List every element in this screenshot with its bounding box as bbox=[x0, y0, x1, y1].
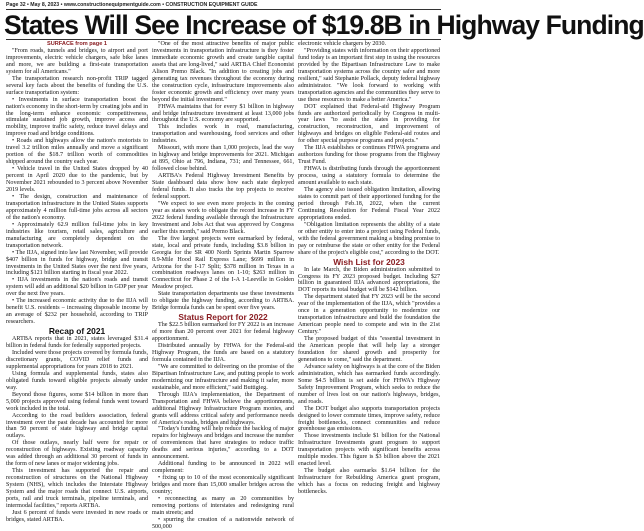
paragraph: • The increased economic activity due to the IIJA will benefit U.S. residents – increasing disposable income by an average of $232 per household, according to TRIP researchers. bbox=[6, 298, 148, 326]
paragraph: The $22.5 billion earmarked for FY 2022 is an increase of more than 20 percent over 2021 for federal highway apportionment. bbox=[152, 322, 294, 343]
paragraph: FHWA maintains that for every $1 billion in highway and bridge infrastructure investment at least 13,000 jobs throughout the U.S. economy are supported. bbox=[152, 103, 294, 124]
paragraph: "One of the most attractive benefits of major public investments in transportation infrastructure is they foster immediate economic growth and create tangible capital assets that are long-lived," said ARTBA Chief Economist Alison Premo Black. "In addition to creating jobs and generating tax revenues throughout the economy during the construction cycle, infrastructure improvements also foster economic growth and efficiency over many years beyond the initial investment." bbox=[152, 41, 294, 103]
paragraph: This includes work in road, manufacturing, transportation and warehousing, food services and other industries. bbox=[152, 124, 294, 145]
paragraph: • Approximately 62.9 million full-time jobs in key industries like tourism, retail sales, agriculture and manufacturing are completely dependent on the transportation network. bbox=[6, 221, 148, 249]
headline-rule bbox=[6, 39, 441, 40]
paragraph: "We expect to see even more projects in the coming year as states work to obligate the record increase in FY 2022 federal funding available through the Infrastructure Investment and Jobs Act that was approved by Congress earlier this month," said Premo Black. bbox=[152, 200, 294, 235]
paragraph: The budget also earmarks $1.64 billion for the Infrastructure for Rebuilding America grant program, which has a focus on reducing freight and highway bottlenecks. bbox=[298, 468, 440, 496]
paragraph: • Roads and highways allow the nation's motorists to travel 3.2 trillion miles annually and move a significant portion of the $18.7 trillion worth of commodities shipped around the country each year. bbox=[6, 138, 148, 166]
col2-body bbox=[152, 41, 294, 312]
col3-body bbox=[298, 41, 440, 257]
paragraph: FHWA is distributing funds through the apportionment process, using a statutory formula to determine the amount available to each state. bbox=[298, 166, 440, 187]
paragraph: • reconnecting as many as 20 communities by removing portions of interstates and redesigning rural main streets; and bbox=[152, 496, 294, 516]
paragraph: "Today's funding will help reduce the backlog of major repairs for highways and bridges and increase the number of conveniences that have strategies to reduce traffic deaths and serious injuries," according to a DOT announcement. bbox=[152, 426, 294, 461]
paragraph: "From roads, tunnels and bridges, to airport and port improvements, electric vehicle chargers, safe bike lanes and more, we are building a first-rate transportation system for all Americans." bbox=[6, 47, 148, 75]
article-headline: States Will See Increase of $19.8B in Highway Funding bbox=[4, 10, 644, 40]
paragraph: Using formula and supplemental funds, states also obligated funds toward eligible projects already under way. bbox=[6, 370, 148, 391]
paragraph: State transportation departments use these investments to obligate the highway funding, according to ARTBA. Bridge formula funds can be spent over five years. bbox=[152, 291, 294, 312]
paragraph: Distributed annually by FHWA for the Federal-aid Highway Program, the funds are based on a statutory formula contained in the IIJA. bbox=[152, 343, 294, 363]
col2-body-2 bbox=[152, 322, 294, 531]
paragraph: Those investments include $1 billion for the National Infrastructure Investments grant program to support transportation projects with significant benefits across multiple modes. This figure is $3 billion above the 2021 enacted level. bbox=[298, 433, 440, 468]
column-3 bbox=[298, 41, 440, 496]
subhead-recap-2021: Recap of 2021 bbox=[48, 326, 106, 337]
paragraph: Missouri, with more than 1,000 projects, lead the way in highway and bridge improvements for 2021. Michigan at 895, Ohio at 796, Indiana, 731; and Tennessee, 661, followed close behind. bbox=[152, 145, 294, 173]
paragraph: ARTBA's Federal Highway Investment Benefits by State dashboard data show how each state deployed federal funds. It also tracks the top projects to receive federal support. bbox=[152, 173, 294, 200]
paragraph: Beyond those figures, some $14 billion in more than 5,000 projects approved using federal funds went toward work included in the total. bbox=[6, 391, 148, 412]
subhead-wish-list-2023: Wish List for 2023 bbox=[333, 256, 405, 267]
paragraph: Included were those projects covered by formula funds, discretionary grants, COVID relief funds and supplemental appropriations for years 2018 to 2021. bbox=[6, 349, 148, 370]
paragraph: • The design, construction and maintenance of transportation infrastructure in the United States supports approximately 4 million full-time jobs across all sectors of the nation's economy. bbox=[6, 193, 148, 221]
paragraph: • Vehicle travel in the United States dropped by 40 percent in April 2020 due to the pandemic, but by November 2021 rebounded to 3 percent above November 2019 levels. bbox=[6, 166, 148, 194]
paragraph: "Obligation limitation represents the ability of a state or other entity to enter into a project using Federal funds, with the federal government making a binding promise to pay or reimburse the state or other entity for the Federal share of the project's eligible cost," according to the DOT. bbox=[298, 221, 440, 256]
paragraph: • fixing up to 10 of the most economically significant bridges and more than 15,000 smaller bridges across the country; bbox=[152, 475, 294, 496]
paragraph: In late March, the Biden administration submitted to Congress its FY 2023 proposed budget. Including $27 billion in guaranteed IIJA advanced appropriations, the DOT reports its total budget will be $142 billion. bbox=[298, 266, 440, 294]
paragraph: • The IIJA, signed into law last November, will provide $407 billion in funds for highway, bridge and transit investments in the United States over the next five years, including $121 billion starting in fiscal year 2022. bbox=[6, 249, 148, 277]
paragraph: The proposed budget of this "essential investment in the American people that will help lay a stronger foundation for shared growth and prosperity for generations to come," said the department. bbox=[298, 336, 440, 363]
paragraph: The transportation research non-profit TRIP tagged several key facts about the benefits of funding the U.S. surface transportation system: bbox=[6, 75, 148, 96]
page-header: Page 32 • May 8, 2023 • www.constructionequipmentguide.com • CONSTRUCTION EQUIPMENT GUIDE bbox=[6, 2, 258, 8]
paragraph: "Providing states with information on their apportioned fund today is an important first step in using the resources provided by the Bipartisan Infrastructure Law to make transportation systems across the country safer and more resilient," said Stephanie Pollack, deputy federal highway administrator. "We look forward to working with transportation agencies and the communities they serve to use these resources to make a better America." bbox=[298, 47, 440, 103]
paragraph: • IIJA investments in the nation's roads and transit system will add an additional $20 billion in GDP per year over the next five years. bbox=[6, 277, 148, 298]
paragraph: DOT explained that Federal-aid Highway Program funds are authorized periodically by Congress in multi-year laws "to assist the states in providing for construction, reconstruction, and improvement of highways and bridges on eligible Federal-aid routes and for other special purpose programs and projects." bbox=[298, 103, 440, 145]
paragraph: Just 6 percent of funds were invested in new roads or bridges, stated ARTBA. bbox=[6, 509, 148, 523]
paragraph: The agency also issued obligation limitation, allowing states to commit part of their apportioned funding for the period through Feb.18, 2022, when the current Continuing Resolution for Federal Fiscal Year 2022 appropriations ended. bbox=[298, 187, 440, 221]
paragraph: Through IIJA's implementation, the Department of Transportation and FHWA believe the apportionments, additional Highway Infrastructure Program monies, and grants will address critical safety and performance needs of America's roads, bridges and highways. bbox=[152, 391, 294, 426]
paragraph: Of those outlays, nearly half were for repair or reconstruction of highways. Existing roadway capacity was added through an additional 30 percent of funds in the form of new lanes or major widening jobs. bbox=[6, 440, 148, 468]
paragraph: electronic vehicle chargers by 2030. bbox=[298, 41, 387, 47]
col1-body bbox=[6, 48, 148, 326]
paragraph: The five largest projects were earmarked by federal, state, local and private funds, including $3.8 billion in Georgia for the SR 400 North Sprints Martin Sparrow 8.9-Mile Hood Rail Express Lane; $699 million in Arizona for the I-17 Split; $378 million in Texas in a combination roadways lanes on 1-10; $263 million in Connecticut for Phase 2 of the I-A 1-Leeville in Golden Meadow project. bbox=[152, 235, 294, 291]
continued-from-label: SURFACE from page 1 bbox=[47, 41, 107, 47]
column-1 bbox=[6, 41, 148, 523]
paragraph: Advance safety on highways is at the core of the Biden administration, which has earmarked funds accordingly. Some $4.5 billion is set aside for FHWA's Highway Safety Improvement Program, which seeks to reduce the number of lives lost on our nation's highways, bridges, and roads. bbox=[298, 363, 440, 405]
paragraph: The department stated that FY 2023 will be the second year of the implementation of the IIJA, which "provides a once in a generation opportunity to modernize our transportation infrastructure and build the foundation the American people need to compete and win in the 21st Century." bbox=[298, 294, 440, 336]
paragraph: • Investments in surface transportation boost the nation's economy in the short-term by creating jobs and in the long-term enhance economic competitiveness, stimulate sustained job growth, improve access and mobility, improve traffic safety, reduce travel delays and improve road and bridge conditions. bbox=[6, 96, 148, 138]
paragraph: The DOT budget also supports transportation projects designed to lower commute times, improve safety, reduce freight bottlenecks, connect communities and reduce greenhouse gas emissions. bbox=[298, 405, 440, 433]
subhead-status-2022: Status Report for 2022 bbox=[178, 312, 268, 323]
paragraph: Additional funding to be announced in 2022 will complement: bbox=[152, 461, 294, 475]
paragraph: The IIJA establishes or continues FHWA programs and authorizes funding for those programs from the Highway Trust Fund. bbox=[298, 145, 440, 166]
col1-body-2 bbox=[6, 336, 148, 524]
paragraph: ARTBA reports that in 2021, states leveraged $31.4 billion in federal funds for federally supported projects. bbox=[6, 336, 148, 350]
col3-body-2 bbox=[298, 267, 440, 496]
paragraph: According to the road builders association, federal investment over the past decade has accounted for more than 50 percent of state highway and bridge capital outlays. bbox=[6, 412, 148, 440]
column-2 bbox=[152, 41, 294, 530]
paragraph: "We are committed to delivering on the promise of the Bipartisan Infrastructure Law, and putting people to work modernizing our infrastructure and making it safer, more sustainable, and more efficient," said Buttigieg. bbox=[152, 363, 294, 391]
paragraph: This investment has supported the repair and reconstruction of structures on the National Highway System (NHS), which includes the Interstate Highway System and the major roads that connect U.S. airports, ports, rail and truck terminals, pipeline terminals, and intermodal facilities," reports ARTBA. bbox=[6, 468, 148, 509]
paragraph: • spurring the creation of a nationwide network of 500,000 bbox=[152, 516, 294, 530]
